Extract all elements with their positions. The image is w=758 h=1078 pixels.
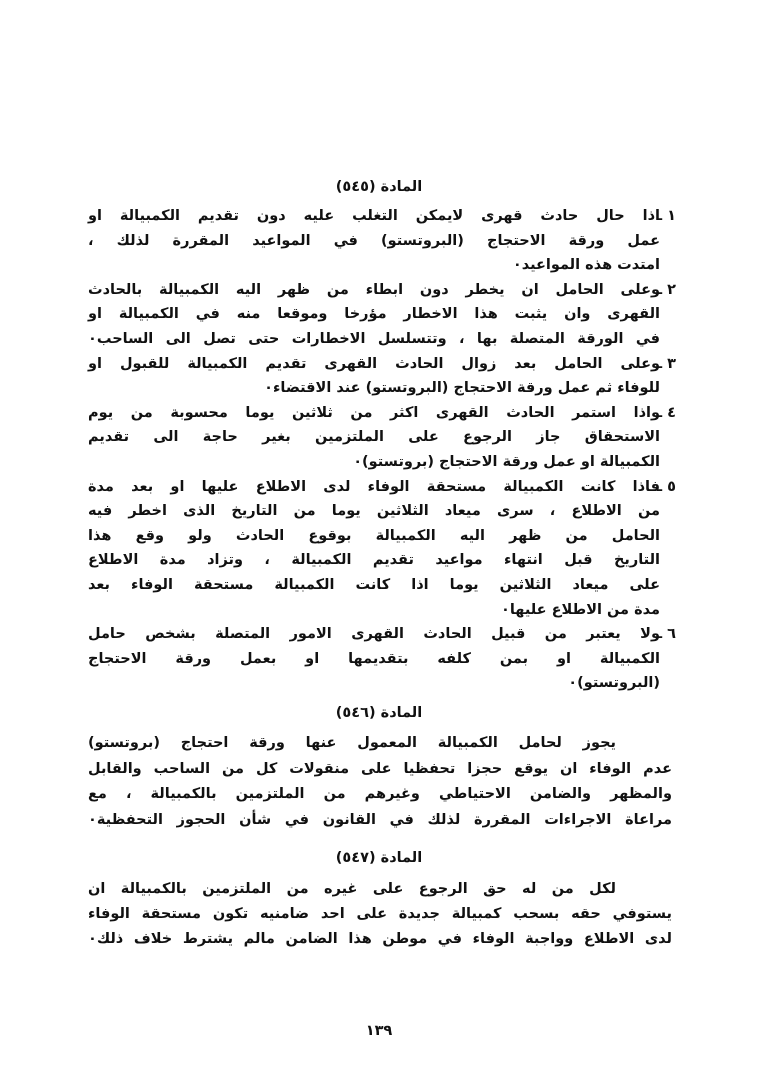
item-line: في الورقة المتصلة بها ، وتتسلسل الاخطارات حتى تصل الى الساحب٠ [88,331,660,347]
item-line: الحامل من ظهر اليه الكمبيالة بوقوع الحادث ولو وقع هذا [88,527,660,544]
item-line: القهرى وان يثبت هذا الاخطار مؤرخا وموقعا منه في الكمبيالة او [88,306,660,323]
item-number: ٦ ـ [657,626,676,643]
item-line: (البروتستو)٠ [568,675,660,692]
article-title: المادة (٥٤٥) [335,179,423,195]
item-line: من الاطلاع ، سرى ميعاد الثلاثين يوما من التاريخ الذى اخطر فيه [88,503,660,520]
item-number: ٣ ـ [657,355,676,372]
item-line: فاذا كانت الكمبيالة مستحقة الوفاء لدى الاطلاع عليها او بعد مدة [88,478,660,495]
paragraph-line: والمظهر والضامن الاحتياطي وغيرهم من الملتزمين بالكمبيالة ، مع [88,786,672,803]
paragraph-line: عدم الوفاء ان يوقع حجزا تحفظيا على منقولات كل من الساحب والقابل [88,760,672,777]
item-line: الكمبيالة او عمل ورقة الاحتجاج (بروتستو)٠ [353,454,660,470]
item-line: الاستحقاق جاز الرجوع على الملتزمين بغير حاجة الى تقديم [88,429,660,446]
item-number: ٢ ـ [657,281,676,298]
item-line: وعلى الحامل ان يخطر دون ابطاء من ظهر اليه الكمبيالة بالحادث [88,281,660,298]
paragraph-line: يجوز لحامل الكمبيالة المعمول عنها ورقة احتجاج (بروتستو) [88,735,616,751]
item-line: التاريخ قبل انتهاء مواعيد تقديم الكمبيالة ، وتزاد مدة الاطلاع [88,552,660,569]
paragraph-line: مراعاة الاجراءات المقررة لذلك في القانون في شأن الحجوز التحفظية٠ [88,812,672,829]
item-line: واذا استمر الحادث القهرى اكثر من ثلاثين يوما محسوبة من يوم [88,404,660,421]
page-number: ١٣٩ [365,1023,393,1039]
item-line: وعلى الحامل بعد زوال الحادث القهرى تقديم الكمبيالة للقبول او [88,355,660,372]
item-line: امتدت هذه المواعيد٠ [512,257,660,274]
paragraph-line: لدى الاطلاع وواجبة الوفاء في موطن هذا الضامن مالم يشترط خلاف ذلك٠ [88,930,672,947]
paragraph-line: يستوفي حقه بسحب كمبيالة جديدة على احد ضامنيه تكون مستحقة الوفاء [88,905,672,922]
paragraph-line: لكل من له حق الرجوع على غيره من الملتزمين بالكمبيالة ان [88,881,616,897]
item-line: الكمبيالة او بمن كلفه بتقديمها او بعمل ورقة الاحتجاج [88,650,660,667]
item-number: ٥ ـ [657,478,676,495]
item-line: اذا حال حادث قهرى لايمكن التغلب عليه دون تقديم الكمبيالة او [88,208,660,224]
item-line: ولا يعتبر من قبيل الحادث القهرى الامور المتصلة بشخص حامل [88,626,660,643]
item-line: عمل ورقة الاحتجاج (البروتستو) في المواعيد المقررة لذلك ، [88,232,660,249]
article-title: المادة (٥٤٦) [335,705,423,721]
item-number: ١ ـ [657,208,676,224]
item-number: ٤ ـ [657,404,676,421]
item-line: مدة من الاطلاع عليها٠ [500,601,660,618]
item-line: على ميعاد الثلاثين يوما اذا كانت الكمبيالة مستحقة الوفاء بعد [88,577,660,593]
item-line: للوفاء ثم عمل ورقة الاحتجاج (البروتستو) عند الاقتضاء٠ [264,380,660,397]
article-title: المادة (٥٤٧) [335,850,423,866]
